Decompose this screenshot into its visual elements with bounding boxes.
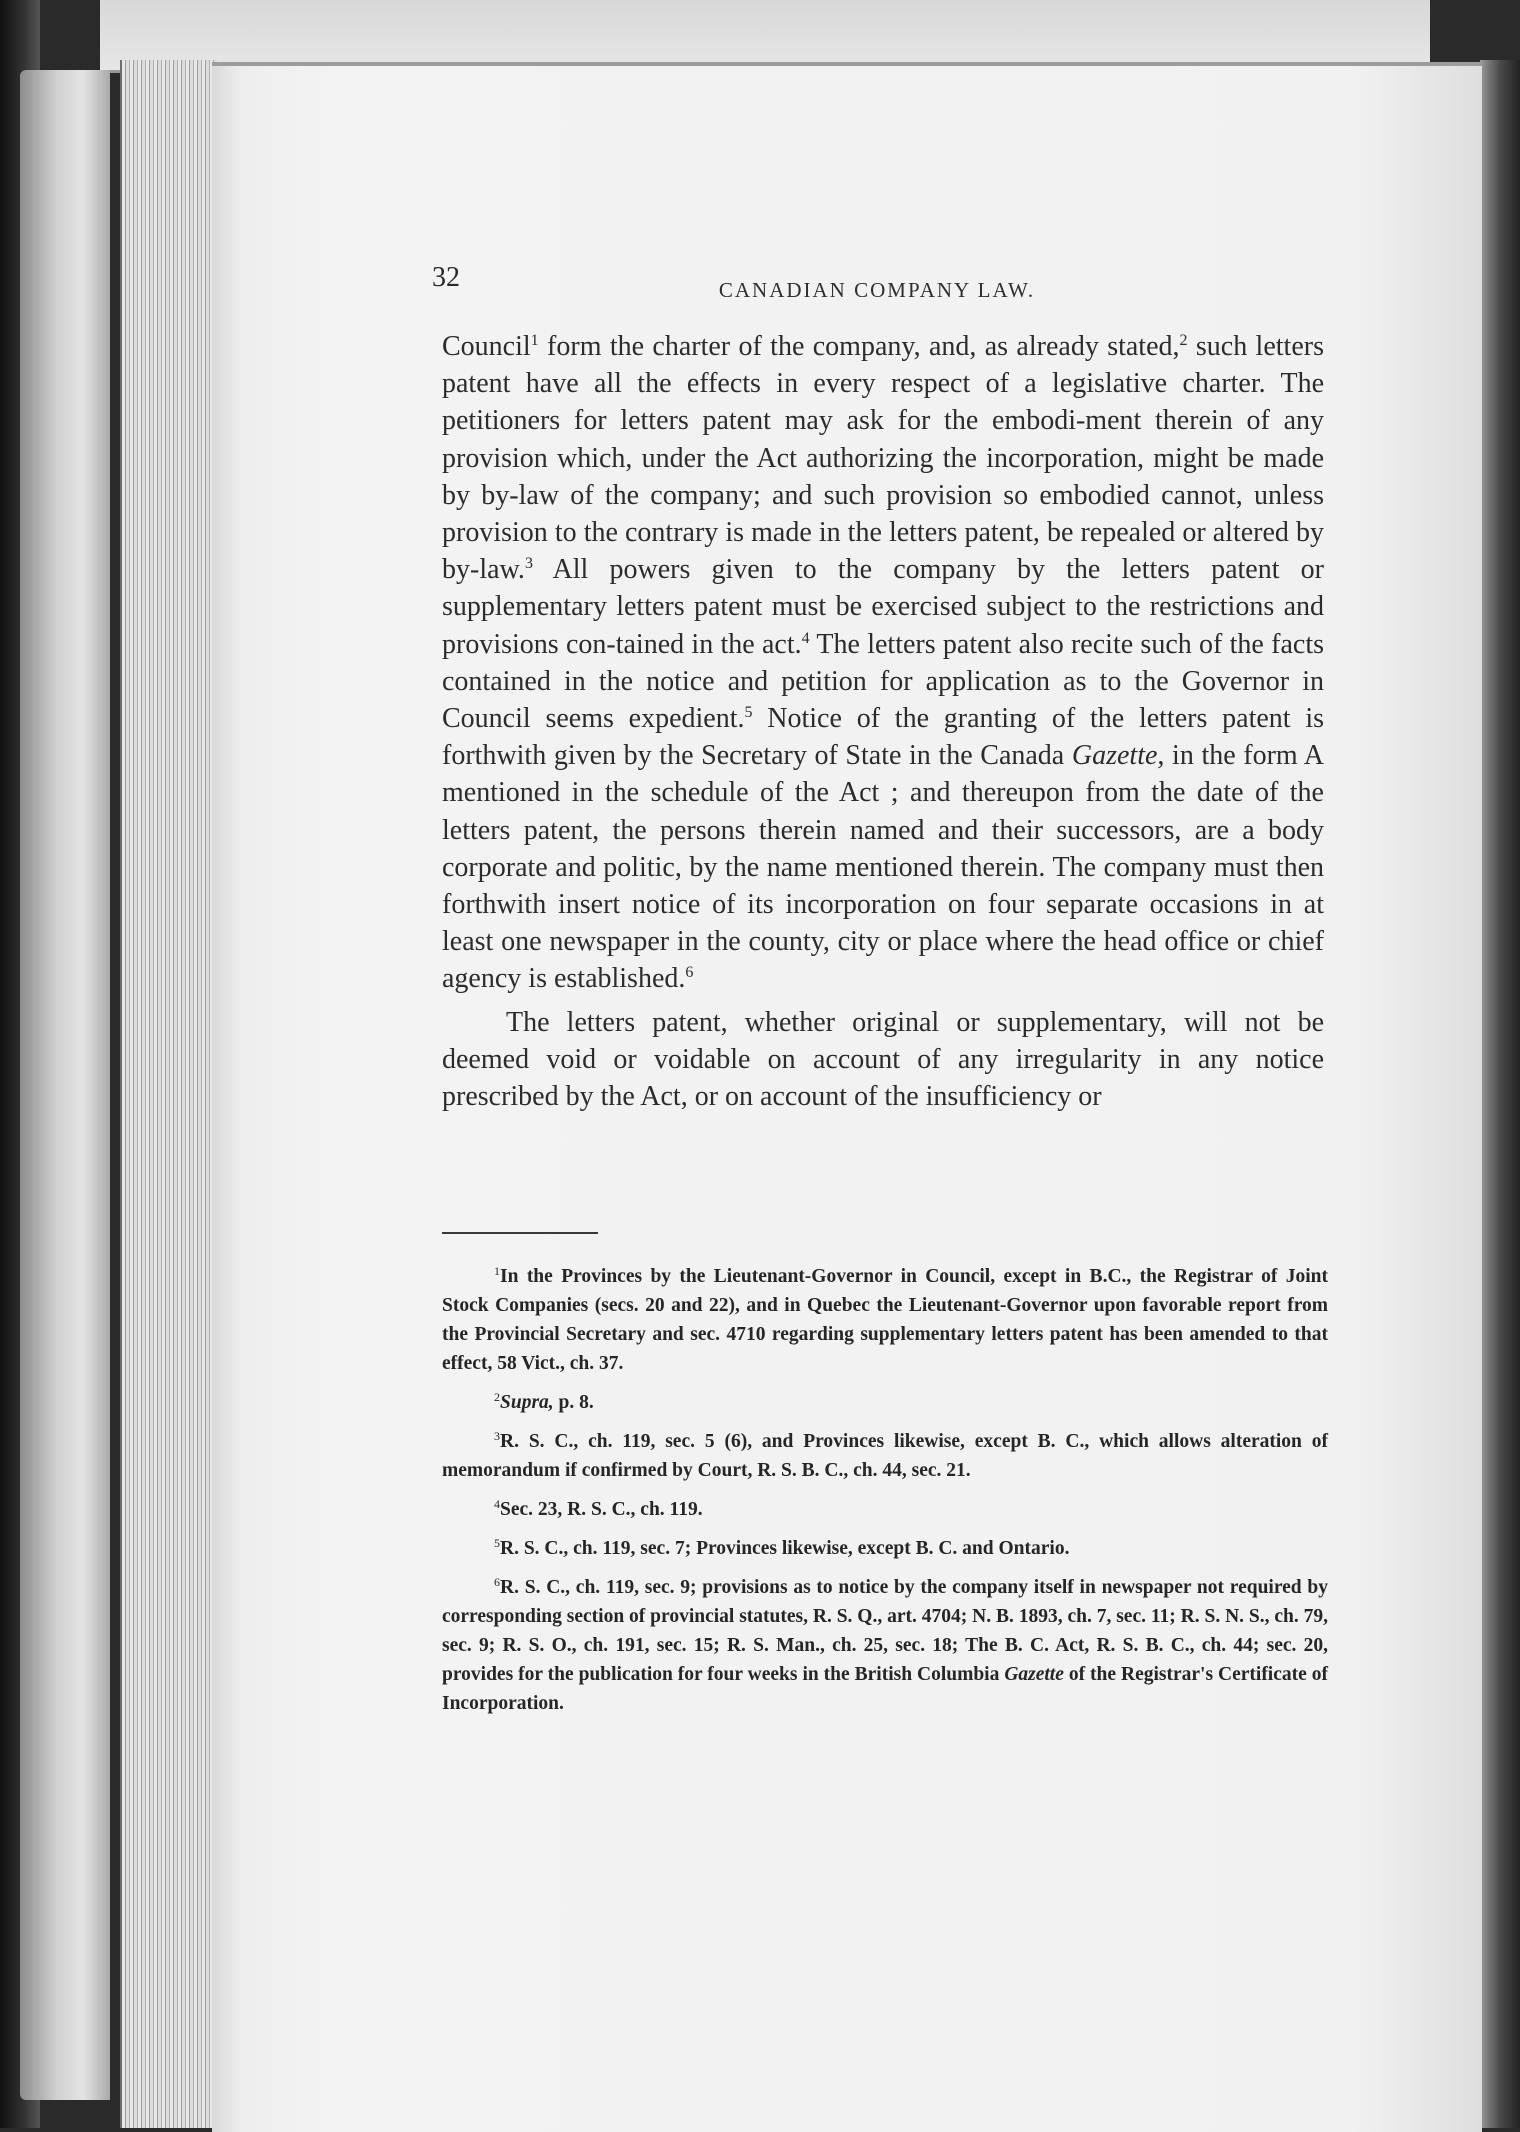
body-text-span: All powers given to the company by the letters patent or supplementary letters patent must be exercised subject to the restrictions and provisions con-tained in the act.: [442, 554, 1324, 660]
page-edges: [120, 60, 217, 2128]
footnote-italic: Gazette: [1004, 1664, 1064, 1685]
right-shadow: [1480, 60, 1520, 2128]
footnote-mark: 4: [494, 1497, 500, 1511]
body-text-span: such letters patent have all the effects in every respect of a legislative charter. The petitioners for letters patent may ask for the embodi-ment therein of any provision which, under the Act authorizing the incorporation, might be made by by-law of the company; and such provision so embodied cannot, unless provision to the contrary is made in the letters patent, be repealed or altered by by-law.: [442, 331, 1324, 586]
footnote-ref-4: 4: [801, 629, 810, 647]
footnote-ref-2: 2: [1179, 332, 1188, 349]
footnote-6: [442, 1573, 1328, 1718]
body-text-span: The letters patent also recite such of the facts contained in the notice and petition for application as to the Governor in Council seems expedient.: [442, 628, 1324, 735]
footnote-mark: 6: [494, 1575, 500, 1589]
footnote-text: R. S. C., ch. 119, sec. 5 (6), and Provinces likewise, except B. C., which allows alteration of memorandum if confirmed by Court, R. S. B. C., ch. 44, sec. 21.: [442, 1431, 1328, 1481]
footnote-italic: Supra,: [500, 1392, 554, 1413]
page-number: 32: [432, 262, 460, 293]
footnote-ref-6: 6: [685, 964, 694, 982]
footnote-4: [442, 1495, 1328, 1524]
footnote-mark: 1: [494, 1264, 500, 1278]
footnote-ref-5: 5: [744, 704, 753, 722]
footnote-text: of the Registrar's Certificate of Incorporation.: [442, 1664, 1328, 1714]
footnote-text: R. S. C., ch. 119, sec. 9; provisions as to notice by the company itself in newspaper not required by corresponding section of provincial statutes, R. S. Q., art. 4704; N. B. 1893, ch. 7, sec. 11; R. S. N. S., ch. 79, sec. 9; R. S. O., ch. 191, sec. 15; R. S. Man., ch. 25, sec. 18; The B. C. Act, R. S. B. C., ch. 44; sec. 20, provides for the publication for four weeks in the British Columbia: [442, 1577, 1328, 1685]
body-text-span: Notice of the granting of the letters patent is forthwith given by the Secretary of State in the Canada: [442, 703, 1325, 772]
body-paragraph-1: [442, 328, 1324, 998]
footnote-2: [442, 1388, 1328, 1417]
back-page-left: [20, 70, 110, 2100]
footnote-5: [442, 1534, 1328, 1563]
footnote-text: R. S. C., ch. 119, sec. 7; Provinces likewise, except B. C. and Ontario.: [500, 1538, 1070, 1559]
footnote-ref-3: 3: [524, 555, 533, 573]
footnote-text: Sec. 23, R. S. C., ch. 119.: [500, 1499, 703, 1520]
footnote-mark: 5: [494, 1536, 500, 1550]
body-text: [442, 328, 1324, 1115]
gazette-italic: Gazette,: [1071, 740, 1165, 772]
body-paragraph-2: The letters patent, whether original or supplementary, will not be deemed void or voidable on account of any irregularity in any notice prescribed by the Act, or on account of the insufficiency or: [442, 1006, 1324, 1113]
footnote-rule: [442, 1232, 598, 1234]
footnote-3: [442, 1427, 1328, 1485]
footnotes: [442, 1262, 1328, 1728]
footnote-ref-1: 1: [530, 332, 539, 349]
body-text-span: form the charter of the company, and, as already stated,: [538, 331, 1180, 362]
footnote-mark: 2: [494, 1390, 500, 1404]
footnote-1: [442, 1262, 1328, 1378]
footnote-text: In the Provinces by the Lieutenant-Governor in Council, except in B.C., the Registrar of Joint Stock Companies (secs. 20 and 22), and in Quebec the Lieutenant-Governor upon favorable report from the Provincial Secretary and sec. 4710 regarding supplementary letters patent has been amended to that effect, 58 Vict., ch. 37.: [442, 1266, 1328, 1374]
body-text-span: in the form A mentioned in the schedule of the Act ; and thereupon from the date of the letters patent, the persons therein named and their successors, are a body corporate and politic, by the name mentioned therein. The company must then forthwith insert notice of its incorporation on four separate occasions in at least one newspaper in the county, city or place where the head office or chief agency is established.: [442, 740, 1325, 995]
footnote-mark: 3: [494, 1429, 500, 1443]
footnote-text: p. 8.: [553, 1392, 594, 1413]
running-head: CANADIAN COMPANY LAW.: [718, 278, 1036, 302]
body-text-span: Council: [442, 331, 531, 362]
